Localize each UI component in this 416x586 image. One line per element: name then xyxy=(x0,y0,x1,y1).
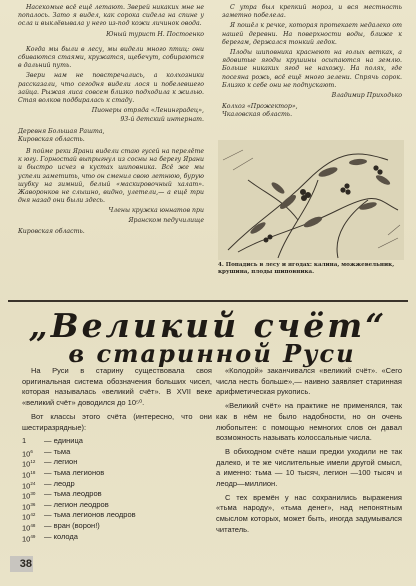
number-class-value: $10^{30}$ xyxy=(22,491,36,501)
number-class-item xyxy=(22,468,212,479)
number-class-value: $10^6$ xyxy=(22,448,33,459)
article-left-column xyxy=(22,366,212,542)
number-class-item xyxy=(22,489,212,500)
page-number: 38 xyxy=(10,556,33,572)
number-classes-list xyxy=(22,436,212,542)
letter-signature: Владимир Приходько xyxy=(331,92,402,100)
letter-place: Колхоз «Прожектор», xyxy=(222,103,298,111)
number-class-item xyxy=(22,532,212,543)
number-class-value: $10^{49}$ xyxy=(22,533,36,544)
number-class-value: $10^{24}$ xyxy=(22,480,36,491)
number-class-name: — леодр xyxy=(44,478,75,488)
letter-paragraph: Я пошёл к речке, которая протекает недалеко от нашей деревни. На поверхности воды, ближе к берегам, держался тонкий ледок. xyxy=(222,22,402,46)
number-class-name: — легион xyxy=(44,457,78,467)
article-paragraph: «Колодой» заканчивался «великий счёт». «Сего числа несть больше»,— наивно заявляет старинная арифметическая рукопись. xyxy=(216,366,402,397)
number-class-item xyxy=(22,447,212,458)
number-class-value: $10^{12}$ xyxy=(22,459,36,469)
number-class-item xyxy=(22,500,212,511)
letter-signature: Яранском педучилище xyxy=(128,216,204,224)
berries-illustration xyxy=(218,140,404,260)
letter-paragraph: Плоды шиповника краснеют на голых ветках, а ядовитые ягоды крушины осыпаются на землю. Больше никаких ягод не нахожу. На полях, где посеяна рожь, всё ещё много зелени. Спрячь сорок. Близко к себе они не подпускают. xyxy=(222,49,402,89)
number-class-name: — легион леодров xyxy=(44,499,109,509)
number-class-value: $10^{18}$ xyxy=(22,470,36,480)
number-class-name: — колода xyxy=(44,531,78,541)
letter-paragraph: С утра был крепкий мороз, и вся местность заметно побелела. xyxy=(222,4,402,20)
number-class-name: — тьма xyxy=(44,446,71,456)
illustration-caption: 4. Попадись в лесу и ягодах: калина, можжевельник, крушина, плоды шиповника. xyxy=(218,262,395,275)
letter-place: Деревня Большая Рашта, xyxy=(18,127,105,135)
article-paragraph: Вот классы этого счёта (интересно, что они шестиразрядные): xyxy=(22,411,212,432)
article-paragraph: В обиходном счёте наши предки уходили не так далеко, и те же числительные имели другой смысл, а именно: тьма — 10 тысяч, легион —100 тысяч и леодр—миллион. xyxy=(216,446,402,489)
number-class-name: — единица xyxy=(44,436,83,446)
letter-place: Чкаловская область. xyxy=(222,111,293,119)
letter-signature: 93-й детский интернат. xyxy=(120,116,204,124)
article-right-column xyxy=(216,366,402,539)
number-class-name: — тьма легионов леодров xyxy=(44,510,136,520)
article-paragraph: С тех времён у нас сохранились выражения «тьма народу», «тьма денег», над непонятным смыслом которых, может быть, иногда задумывался читатель. xyxy=(216,492,402,534)
section-divider xyxy=(8,300,408,302)
number-class-value: $10^{36}$ xyxy=(22,501,36,512)
letter-signature: Члены кружка юннатов при xyxy=(108,207,204,215)
number-class-item xyxy=(22,457,212,468)
letter-signature: Пионеры отряда «Ленинградец», xyxy=(91,107,204,115)
article-subtitle: в старинной Руси xyxy=(68,339,356,368)
letter-paragraph: Когда мы были в лесу, мы видели много птиц: они сбиваются стаями, кружатся, щебечут, собираются в дальний путь. xyxy=(18,45,204,70)
article-paragraph: «Великий счёт» на практике не применялся, так как в нём не было надобности, но он очень любопытен: с помощью немногих слов он давал возможность называть колоссальные числа. xyxy=(216,401,402,443)
letter-paragraph: Звери нам не повстречались, а колхозники рассказали, что сегодня видели лося и побелевшего зайца. Рыжая лиса совсем близко подходила к жилью. Стая волков подбиралась к стаду. xyxy=(18,72,204,105)
letter-paragraph: Насекомые всё ещё летают. Зверей никаких мне не попалось. Зато я видел, как сорока сидела на спине у осла и выклёвывала у него из-под кожи личинок овода. xyxy=(18,4,204,28)
number-class-name: — тьма легионов xyxy=(44,468,105,477)
letter-place: Кировская область. xyxy=(18,227,85,235)
number-class-name: — тьма леодров xyxy=(44,489,102,499)
letters-left-column xyxy=(18,4,204,236)
number-class-value: $10^{42}$ xyxy=(22,512,36,522)
number-class-item xyxy=(22,510,212,521)
number-class-item xyxy=(22,436,212,447)
number-class-name: — вран (ворон!) xyxy=(44,520,100,530)
letter-paragraph: В пойме реки Ярани видели стаю гусей на перелёте к югу. Горностай выпрыгнул из сосны на берегу Ярани и быстро исчез в кустах шиповника. Всё же мы успели заметить, что он сменил свою летнюю, бурую шубку на зимний, белый «маскировочный халат». Жаворонков не слышно, видно, улетели,— а ещё три дня назад они были здесь. xyxy=(18,148,204,205)
article-paragraph: На Руси в старину существовала своя оригинальная система обозначения больших чисел, которая называлась «великий счёт». В XVII веке «великий счёт» доводился до 10⁵⁰. xyxy=(22,366,212,408)
letters-right-column xyxy=(222,4,402,120)
letter-signature: Юный турист Н. Постоенко xyxy=(106,30,204,38)
letter-place: Кировская область. xyxy=(18,135,85,143)
number-class-value: $10^{48}$ xyxy=(22,522,36,533)
number-class-item xyxy=(22,521,212,532)
article-title: „Великий счёт“ xyxy=(28,306,388,345)
number-class-value: 1 xyxy=(22,436,27,446)
number-class-item xyxy=(22,479,212,490)
